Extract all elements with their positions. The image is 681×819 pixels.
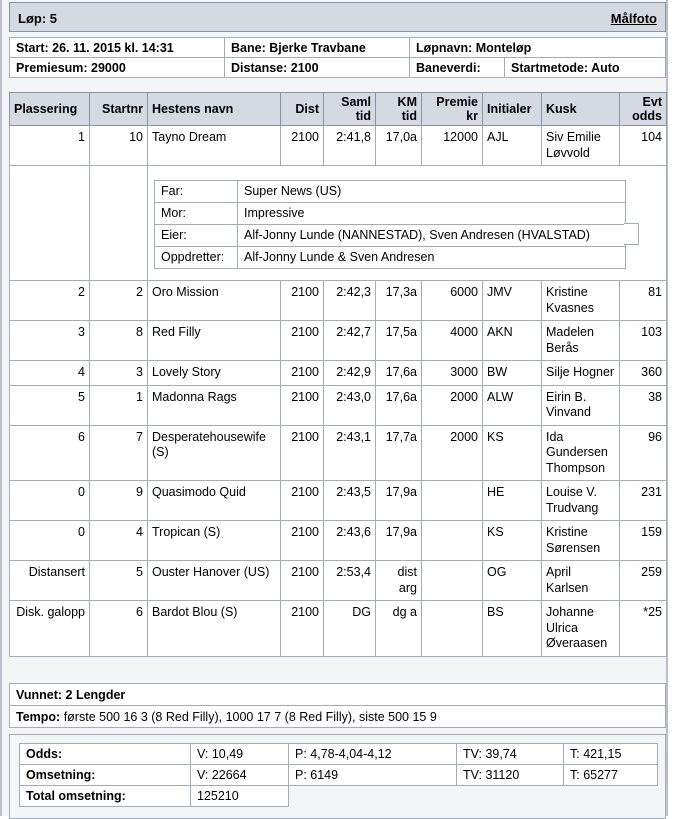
cell-startnr: 8 [90, 321, 148, 361]
cell-startnr: 3 [90, 361, 148, 386]
table-row [10, 481, 667, 521]
cell-odds: 360 [620, 361, 667, 386]
cell-prize [422, 521, 483, 561]
col-driver: Kusk [542, 93, 620, 126]
cell-startnr: 2 [90, 281, 148, 321]
cell-km: 17,5a [376, 321, 422, 361]
cell-dist: 2100 [281, 601, 324, 657]
cell-time: 2:43,1 [324, 425, 376, 481]
odds-p: P: 4,78-4,04-4,12 [289, 744, 457, 765]
owner-extra-cell [624, 223, 639, 245]
cell-init: AKN [483, 321, 542, 361]
cell-time: 2:43,5 [324, 481, 376, 521]
total-turnover-label: Total omsetning: [26, 789, 126, 803]
cell-km: 17,6a [376, 385, 422, 425]
cell-dist: 2100 [281, 126, 324, 166]
cell-init: KS [483, 521, 542, 561]
cell-place: 0 [10, 521, 90, 561]
cell-dist: 2100 [281, 481, 324, 521]
cell-dist: 2100 [281, 385, 324, 425]
cell-place: Disk. galopp [10, 601, 90, 657]
start-method: Startmetode: Auto [505, 58, 666, 78]
owner: Alf-Jonny Lunde (NANNESTAD), Sven Andresen (HVALSTAD) [238, 225, 626, 247]
cell-km: 17,9a [376, 481, 422, 521]
sire: Super News (US) [238, 181, 626, 203]
total-turnover: 125210 [191, 786, 289, 807]
cell-prize: 2000 [422, 385, 483, 425]
cell-prize: 4000 [422, 321, 483, 361]
cell-place: 3 [10, 321, 90, 361]
cell-horse: Tropican (S) [148, 521, 281, 561]
col-km: KM tid [376, 93, 422, 126]
cell-dist: 2100 [281, 321, 324, 361]
cell-prize: 6000 [422, 281, 483, 321]
cell-km: dg a [376, 601, 422, 657]
col-odds: Evt odds [620, 93, 667, 126]
table-row [10, 601, 667, 657]
cell-driver: Louise V. Trudvang [542, 481, 620, 521]
summary-table [9, 683, 666, 728]
sire-label: Far: [155, 181, 238, 203]
odds-label: Odds: [26, 747, 63, 761]
cell-odds: 96 [620, 425, 667, 481]
cell-driver: Madelen Berås [542, 321, 620, 361]
won-by: Vunnet: 2 Lengder [10, 684, 666, 706]
cell-horse: Desperatehousewife (S) [148, 425, 281, 481]
cell-prize: 3000 [422, 361, 483, 386]
cell-horse: Red Filly [148, 321, 281, 361]
cell-driver: Kristine Kvasnes [542, 281, 620, 321]
table-row [10, 281, 667, 321]
table-row [10, 561, 667, 601]
cell-prize [422, 601, 483, 657]
cell-horse: Tayno Dream [148, 126, 281, 166]
col-horse: Hestens navn [148, 93, 281, 126]
col-dist: Dist [281, 93, 324, 126]
cell-km: 17,0a [376, 126, 422, 166]
cell-init: BW [483, 361, 542, 386]
cell-time: 2:42,9 [324, 361, 376, 386]
cell-driver: Kristine Sørensen [542, 521, 620, 561]
results-header-row [10, 93, 667, 126]
cell-init: ALW [483, 385, 542, 425]
cell-odds: 38 [620, 385, 667, 425]
cell-driver: Ida Gundersen Thompson [542, 425, 620, 481]
cell-dist: 2100 [281, 521, 324, 561]
cell-driver: Johanne Ulrica Øveraasen [542, 601, 620, 657]
start-time: Start: 26. 11. 2015 kl. 14:31 [10, 38, 225, 58]
cell-place: 2 [10, 281, 90, 321]
summary-section [9, 683, 666, 816]
odds-tv: TV: 39,74 [457, 744, 564, 765]
cell-place: 1 [10, 126, 90, 166]
breeder: Alf-Jonny Lunde & Sven Andresen [238, 247, 626, 269]
col-time: Saml tid [324, 93, 376, 126]
table-row [10, 385, 667, 425]
cell-horse: Madonna Rags [148, 385, 281, 425]
cell-init: BS [483, 601, 542, 657]
cell-startnr: 7 [90, 425, 148, 481]
cell-dist: 2100 [281, 281, 324, 321]
cell-place: 4 [10, 361, 90, 386]
cell-time: 2:53,4 [324, 561, 376, 601]
cell-startnr: 10 [90, 126, 148, 166]
cell-horse: Lovely Story [148, 361, 281, 386]
cell-place: 0 [10, 481, 90, 521]
turnover-v: V: 22664 [191, 765, 289, 786]
cell-time: DG [324, 601, 376, 657]
cell-time: 2:43,0 [324, 385, 376, 425]
cell-prize [422, 481, 483, 521]
dam-label: Mor: [155, 203, 238, 225]
cell-dist: 2100 [281, 561, 324, 601]
photo-finish-link[interactable]: Målfoto [610, 11, 657, 26]
cell-prize: 12000 [422, 126, 483, 166]
owner-label: Eier: [155, 225, 238, 247]
cell-driver: Silje Hogner [542, 361, 620, 386]
cell-place: 6 [10, 425, 90, 481]
cell-odds: 231 [620, 481, 667, 521]
breeder-label: Oppdretter: [155, 247, 238, 269]
race-name: Løpnavn: Monteløp [410, 38, 666, 58]
cell-startnr: 6 [90, 601, 148, 657]
cell-driver: April Karlsen [542, 561, 620, 601]
cell-startnr: 9 [90, 481, 148, 521]
cell-place: 5 [10, 385, 90, 425]
cell-place: Distansert [10, 561, 90, 601]
turnover-p: P: 6149 [289, 765, 457, 786]
col-prize: Premie kr [422, 93, 483, 126]
cell-horse: Oro Mission [148, 281, 281, 321]
details-row [10, 166, 667, 281]
cell-init: HE [483, 481, 542, 521]
cell-km: 17,9a [376, 521, 422, 561]
track-name: Bane: Bjerke Travbane [225, 38, 410, 58]
cell-init: JMV [483, 281, 542, 321]
table-row [10, 521, 667, 561]
cell-odds: 81 [620, 281, 667, 321]
cell-startnr: 4 [90, 521, 148, 561]
cell-time: 2:42,7 [324, 321, 376, 361]
cell-time: 2:42,3 [324, 281, 376, 321]
pedigree-table [154, 180, 626, 269]
cell-startnr: 1 [90, 385, 148, 425]
col-initials: Initialer [483, 93, 542, 126]
table-row [10, 361, 667, 386]
cell-horse: Quasimodo Quid [148, 481, 281, 521]
cell-init: OG [483, 561, 542, 601]
cell-init: KS [483, 425, 542, 481]
cell-init: AJL [483, 126, 542, 166]
cell-dist: 2100 [281, 425, 324, 481]
odds-table [19, 743, 658, 807]
cell-odds: 159 [620, 521, 667, 561]
turnover-tv: TV: 31120 [457, 765, 564, 786]
prize-sum: Premiesum: 29000 [10, 58, 225, 78]
cell-dist: 2100 [281, 361, 324, 386]
cell-km: 17,3a [376, 281, 422, 321]
cell-odds: 259 [620, 561, 667, 601]
race-number: Løp: 5 [18, 11, 57, 26]
race-info-table [9, 37, 666, 78]
cell-km: 17,7a [376, 425, 422, 481]
col-startnr: Startnr [90, 93, 148, 126]
col-place: Plassering [10, 93, 90, 126]
cell-time: 2:43,6 [324, 521, 376, 561]
cell-horse: Ouster Hanover (US) [148, 561, 281, 601]
odds-t: T: 421,15 [564, 744, 658, 765]
cell-startnr: 5 [90, 561, 148, 601]
turnover-t: T: 65277 [564, 765, 658, 786]
cell-odds: *25 [620, 601, 667, 657]
race-header [9, 2, 666, 32]
results-table [9, 92, 667, 657]
tempo: Tempo: første 500 16 3 (8 Red Filly), 1000 17 7 (8 Red Filly), siste 500 15 9 [10, 706, 666, 728]
cell-horse: Bardot Blou (S) [148, 601, 281, 657]
cell-km: 17,6a [376, 361, 422, 386]
turnover-label: Omsetning: [26, 768, 96, 782]
cell-odds: 103 [620, 321, 667, 361]
cell-prize: 2000 [422, 425, 483, 481]
cell-time: 2:41,8 [324, 126, 376, 166]
cell-driver: Eirin B. Vinvand [542, 385, 620, 425]
distance: Distanse: 2100 [225, 58, 410, 78]
cell-km: dist arg [376, 561, 422, 601]
cell-prize [422, 561, 483, 601]
table-row [10, 126, 667, 166]
odds-v: V: 10,49 [191, 744, 289, 765]
table-row [10, 321, 667, 361]
cell-driver: Siv Emilie Løvvold [542, 126, 620, 166]
track-value: Baneverdi: [410, 58, 505, 78]
cell-odds: 104 [620, 126, 667, 166]
table-row [10, 425, 667, 481]
dam: Impressive [238, 203, 626, 225]
